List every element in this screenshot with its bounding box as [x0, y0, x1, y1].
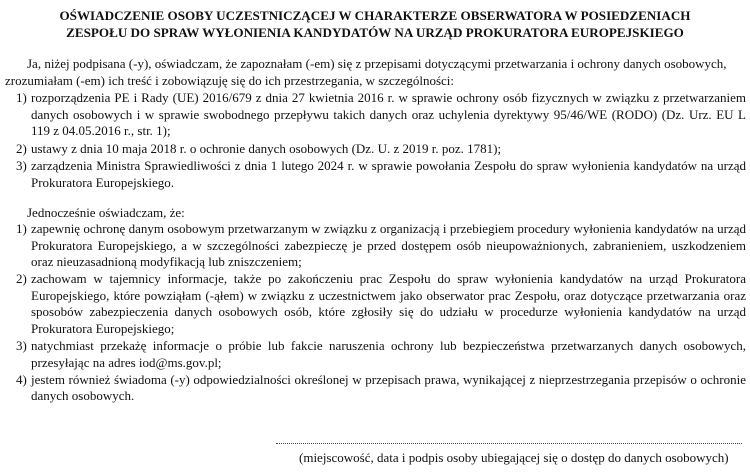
list-item-text: zachowam w tajemnicy informacje, także po zakończeniu prac Zespołu do spraw wyłonienia kandydatów na urząd Prokuratora Europejskiego, które powziąłam (-ąłem) w związku z uczestnictwem jako obserwator prac Zespołu, oraz dotyczące przetwarzania oraz sposobów zabezpieczenia danych osobowych osób, które zgłosiły się do udziału w procedurze wyłonienia kandydatów na urząd Prokuratora Europejskiego; — [31, 271, 746, 337]
list-item-number: 2) — [16, 271, 27, 287]
list-item-text: natychmiast przekażę informacje o próbie lub fakcie naruszenia ochrony lub bezpieczeństwa przetwarzanych danych osobowych, przesyłając na adres iod@ms.gov.pl; — [31, 338, 746, 370]
list-item — [4, 221, 746, 271]
declarations-heading: Jednocześnie oświadczam, że: — [27, 205, 185, 220]
intro-line-2: zrozumiałam (-em) ich treść i zobowiązuję się do ich przestrzegania, w szczególności: — [5, 72, 455, 88]
list-item-text: ustawy z dnia 10 maja 2018 r. o ochronie danych osobowych (Dz. U. z 2019 r. poz. 1781); — [31, 140, 502, 156]
list-item-text: zapewnię ochronę danym osobowym przetwarzanym w związku z organizacją i przebiegiem procedury wyłonienia kandydatów na urząd Prokuratora Europejskiego, a w szczególności zabezpieczę je przed dostępem osób nieupoważnionych, zabranieniem, uszkodzeniem oraz nieuzasadnioną modyfikacją lub zniszczeniem; — [31, 221, 746, 270]
title-line-1: OŚWIADCZENIE OSOBY UCZESTNICZĄCEJ W CHARAKTERZE OBSERWATORA W POSIEDZENIACH — [59, 8, 691, 23]
list-item-number: 2) — [16, 140, 27, 156]
list-item-number: 3) — [16, 338, 27, 354]
list-item-number: 1) — [16, 221, 27, 236]
list-item-number: 4) — [16, 371, 27, 387]
intro-line-1: Ja, niżej podpisana (-y), oświadczam, że zapoznałam (-em) się z przepisami dotyczącymi przetwarzania i ochrony danych osobowych, — [27, 56, 727, 71]
signature-line — [276, 443, 742, 444]
title-line-2: ZESPOŁU DO SPRAW WYŁONIENIA KANDYDATÓW NA URZĄD PROKURATORA EUROPEJSKIEGO — [66, 25, 684, 40]
list-item-text: rozporządzenia PE i Rady (UE) 2016/679 z dnia 27 kwietnia 2016 r. w sprawie ochrony osób fizycznych w związku z przetwarzaniem danych osobowych i w sprawie swobodnego przepływu takich danych oraz uchylenia dyrektywy 95/46/WE (RODO) (Dz. Urz. EU L 119 z 04.05.2016 r., str. 1); — [31, 90, 746, 139]
signature-caption: (miejscowość, data i podpis osoby ubiegającej się o dostęp do danych osobowych) — [299, 450, 729, 465]
list-item-text: zarządzenia Ministra Sprawiedliwości z dnia 1 lutego 2024 r. w sprawie powołania Zespołu do spraw wyłonienia kandydatów na urząd Prokuratora Europejskiego. — [31, 158, 746, 190]
declarations-list — [4, 221, 746, 406]
list-item — [4, 372, 746, 405]
regulations-list — [4, 90, 746, 193]
list-item-number: 3) — [16, 158, 27, 174]
document-title — [0, 7, 750, 41]
intro-paragraph — [5, 56, 745, 89]
list-item — [4, 141, 746, 158]
list-item — [4, 158, 746, 191]
list-item — [4, 271, 746, 337]
list-item-text: jestem również świadoma (-y) odpowiedzialności określonej w przepisach prawa, wynikającej z nieprzestrzegania przepisów o ochronie danych osobowych. — [31, 371, 746, 404]
list-item-number: 1) — [16, 90, 27, 105]
list-item — [4, 338, 746, 371]
list-item — [4, 90, 746, 140]
